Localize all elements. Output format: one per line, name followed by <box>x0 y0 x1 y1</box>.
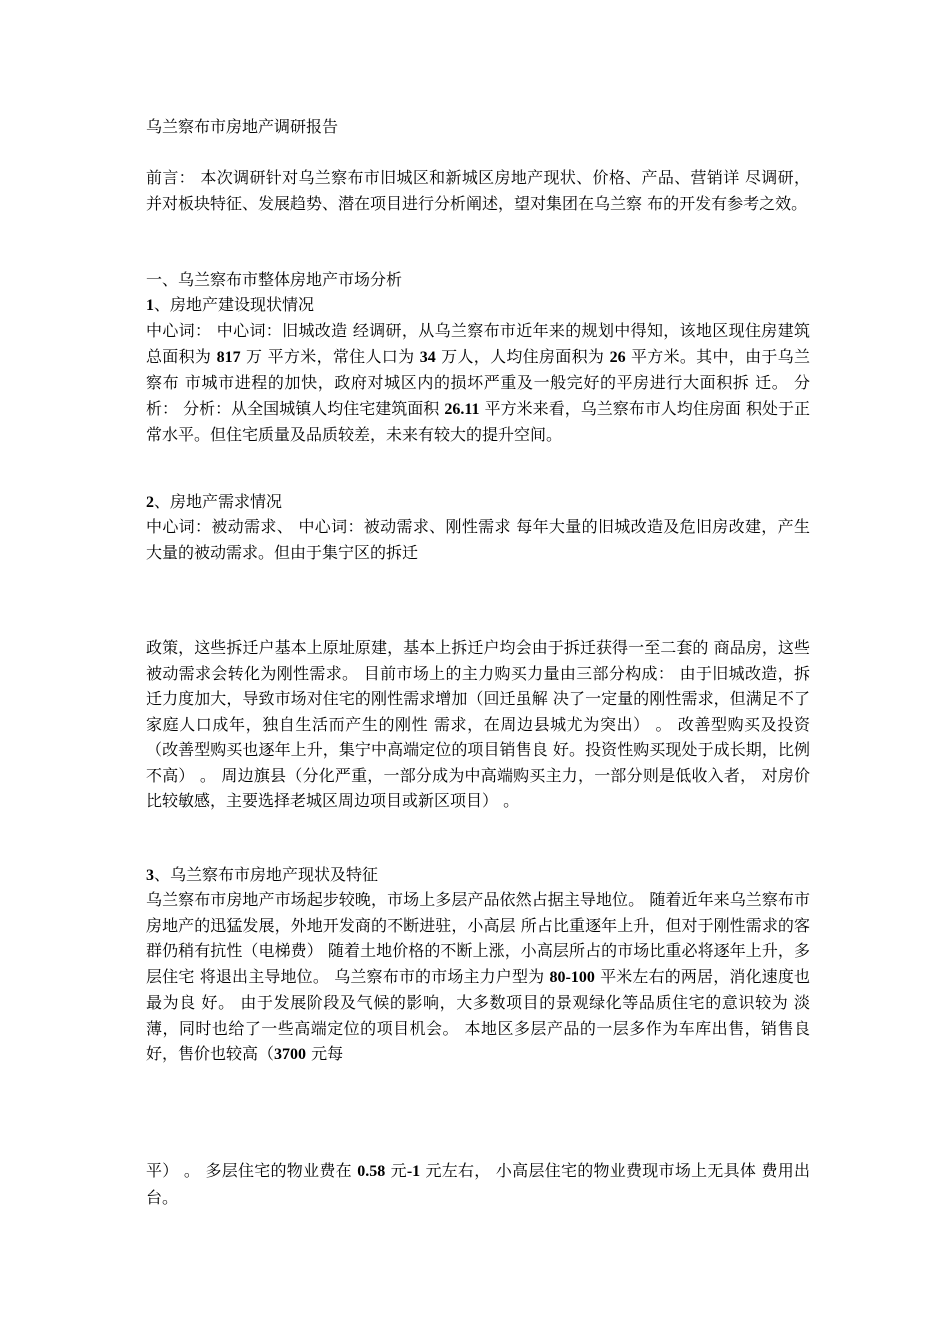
subsection-3-number: 3 <box>146 867 154 884</box>
text-run: 元每 <box>306 1044 344 1063</box>
property-fee-low-value: 0.58 <box>357 1163 386 1180</box>
subsection-2-number: 2 <box>146 494 154 511</box>
subsection-3-heading <box>146 862 810 889</box>
property-fee-high-value: -1 <box>406 1163 421 1180</box>
document-title: 乌兰察布市房地产调研报告 <box>146 117 339 136</box>
subsection-1-heading <box>146 292 810 319</box>
preface-paragraph: 前言： 本次调研针对乌兰察布市旧城区和新城区房地产现状、价格、产品、营销详 尽调研，并对板块特征、发展趋势、潜在项目进行分析阐述，望对集团在乌兰察 布的开发有参考之效。 <box>146 168 810 213</box>
subsection-3-title: 、乌兰察布市房地产现状及特征 <box>154 865 379 884</box>
text-run: 平方米。其中，由于乌兰察布 市城市进程的加快，政府对城区内的损坏严重及一般完好的平房进行大面积拆 迁。 分析： 分析：从全国城镇人均住宅建筑面积 <box>146 346 810 418</box>
housing-status-paragraph <box>146 318 810 448</box>
text-run: 元 <box>385 1161 407 1180</box>
text-run: 平方米来看，乌兰察布市人均住房面 积处于正常水平。但住宅质量及品质较差，未来有较大的提升空间。 <box>146 398 810 444</box>
property-fee-paragraph <box>146 1158 810 1210</box>
population-value: 34 <box>419 348 436 366</box>
text-run: 元左右， 小高层住宅的物业费现市场上无具体 费用出台。 <box>146 1161 811 1207</box>
text-run: 乌兰察布市房地产市场起步较晚，市场上多层产品依然占据主导地位。 随着近年来乌兰察布市房地产的迅猛发展，外地开发商的不断进驻，小高层 所占比重逐年上升，但对于刚性需求的客群仍稍有抗性（电梯费） 随着土地价格的不断上涨，小高层所占的市场比重必将逐年上升，多层住宅 将退出主导地位。 乌兰察布市的市场主力户型为 <box>146 890 810 986</box>
total-area-value: 817 <box>216 348 241 366</box>
text-run: 平） 。 多层住宅的物业费在 <box>146 1161 358 1180</box>
national-per-capita-value: 26.11 <box>444 400 480 418</box>
demand-paragraph: 中心词：被动需求、 中心词：被动需求、刚性需求 每年大量的旧城改造及危旧房改建，产生大量的被动需求。但由于集宁区的拆迁 <box>146 517 810 562</box>
garage-price-value: 3700 <box>274 1046 307 1063</box>
text-run: 平米左右的两居，消化速度也最为良 好。 由于发展阶段及气候的影响，大多数项目的景观绿化等品质住宅的意识较为 淡薄，同时也给了一些高端定位的项目机会。 本地区多层产品的一层多作为车库出售，销售良好，售价也较高（ <box>146 966 810 1063</box>
per-capita-area-value: 26 <box>609 348 626 366</box>
text-run: 中心词： 中心词：旧城改造 经调研，从乌兰察布市近年来的规划中得知，该地区现住房建筑总面积为 <box>146 321 810 366</box>
text-run: 万人，人均住房面积为 <box>435 346 610 366</box>
subsection-2-heading <box>146 489 810 516</box>
main-unit-size-value: 80-100 <box>549 968 595 986</box>
text-run: 万 平方米，常住人口为 <box>240 346 420 366</box>
subsection-1-number: 1 <box>146 297 154 314</box>
section-1-heading: 一、乌兰察布市整体房地产市场分析 <box>146 270 403 289</box>
demand-paragraph-continued: 政策，这些拆迁户基本上原址原建，基本上拆迁户均会由于拆迁获得一至二套的 商品房，这些被动需求会转化为刚性需求。 目前市场上的主力购买力量由三部分构成： 由于旧城改造，拆迁力度加大，导致市场对住宅的刚性需求增加（回迁虽解 决了一定量的刚性需求，但满足不了家庭人口成年，独自生活而产生的刚性 需求，在周边县城尤为突出） 。 改善型购买及投资（改善型购买也逐年上升，集宁中高端定位的项目销售良 好。投资性购买现处于成长期，比例不高） 。 周边旗县（分化严重，一部分成为中高端购买主力，一部分则是低收入者， 对房价比较敏感，主要选择老城区周边项目或新区项目） 。 <box>146 638 810 810</box>
subsection-2-title: 、房地产需求情况 <box>154 492 283 511</box>
market-features-paragraph <box>146 887 810 1068</box>
subsection-1-title: 、房地产建设现状情况 <box>154 295 315 314</box>
